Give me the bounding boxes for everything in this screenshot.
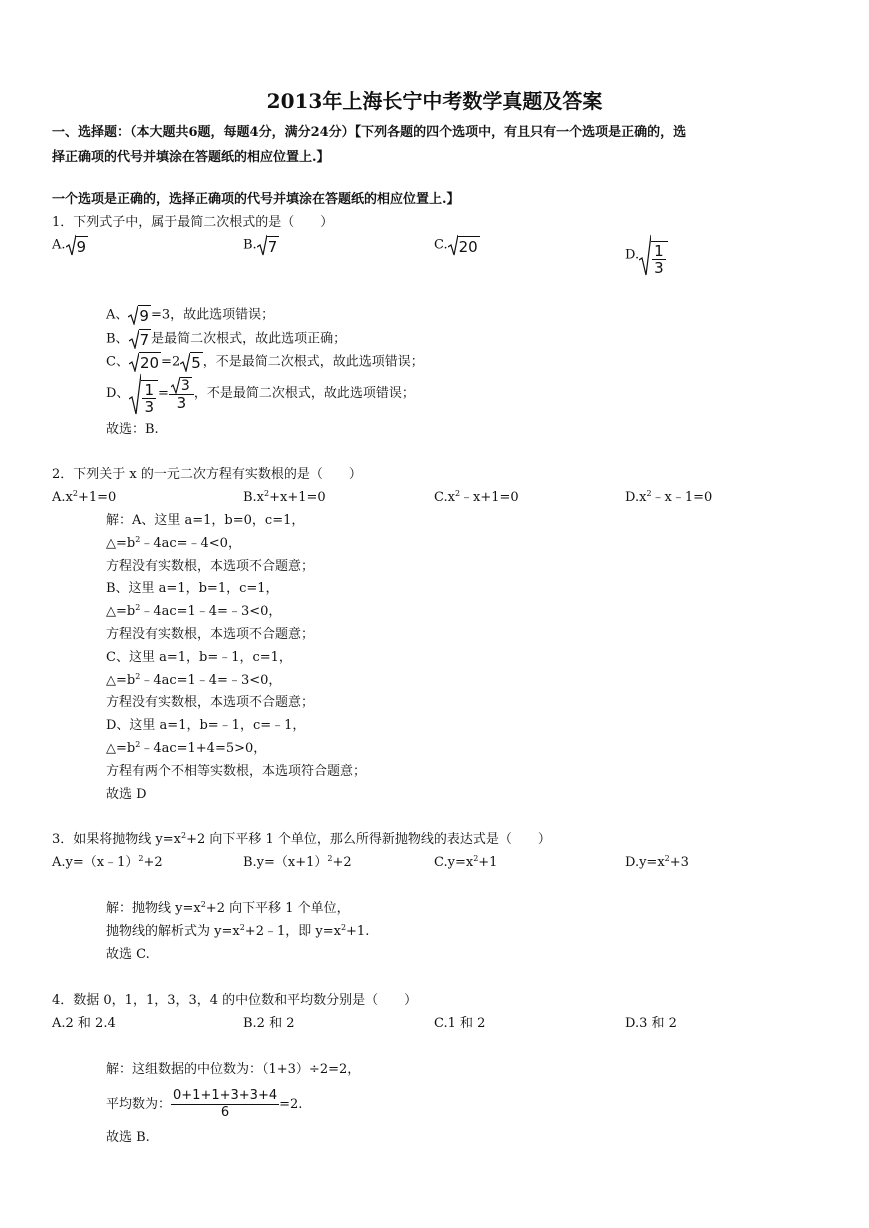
q3-option-c: $C.y=x^2+1$ (434, 854, 498, 870)
q4-option-d: D.3 和 2 (625, 1016, 677, 1031)
q1-option-a: A. 9 (52, 234, 88, 256)
q1-solution-a: A、 9 =3，故此选项错误； (106, 307, 275, 325)
q1-option-d: D. $\frac{1}{3}$ (625, 234, 668, 276)
q2-option-d: $D.x^2﹣x﹣1=0$ (625, 489, 713, 505)
q2-stem: 2．下列关于 x 的一元二次方程有实数根的是（ ） (52, 467, 362, 482)
q2-answer: 故选 D (106, 787, 147, 802)
q1-solution-c: C、 20 =2 5 ，不是最简二次根式，故此选项错误； (106, 354, 424, 372)
fraction: $\frac{1}{3}$ (654, 242, 664, 277)
q4-solution-line: 解：这组数据的中位数为：（1+3）÷2=2， (106, 1062, 361, 1077)
q3-stem: 3．如果将抛物线 $y=x^2+2$ 向下平移 1 个单位，那么所得新抛物线的表达式是（ ） (52, 831, 551, 847)
q3-solution-line: 抛物线的解析式为 $y=x^2+2﹣1$，即 $y=x^2+1$. (106, 923, 370, 939)
q2-solution-line: $\triangle=b^2﹣4ac=﹣4<0$， (106, 535, 241, 551)
q1-answer: 故选：B. (106, 422, 159, 437)
q1-option-c: C. 20 (434, 234, 480, 256)
sqrt-symbol: 7 (129, 329, 152, 349)
q1-solution-d: D、 $\frac{1}{3}$ = $\frac{3}{3}$ ，不是最简二次根式，故此选项错误； (106, 372, 415, 416)
q2-option-a: $A.x^2+1=0$ (52, 489, 117, 505)
fraction: $\frac{0+1+1+3+3+4}{6}$ (173, 1088, 278, 1120)
q2-solution-line: D、这里 a=1，b=﹣1，c=﹣1， (106, 718, 306, 733)
sqrt-symbol: 5 (180, 352, 203, 372)
q1-option-b: B. 7 (243, 234, 279, 256)
sqrt-symbol: 20 (448, 234, 480, 256)
fraction: $\frac{1}{3}$ (144, 380, 154, 416)
q3-option-a: A.y=（x﹣1）$^2$+2 (52, 854, 163, 870)
q2-option-c: $C.x^2﹣x+1=0$ (434, 489, 519, 505)
page-title: 2013年上海长宁中考数学真题及答案 (266, 89, 603, 113)
sqrt-symbol (129, 373, 158, 415)
q2-solution-line: 方程没有实数根，本选项不合题意； (106, 627, 315, 642)
sqrt-symbol: 9 (66, 234, 89, 256)
section-repeat-line: 一个选项是正确的，选择正确项的代号并填涂在答题纸的相应位置上.】 (52, 192, 460, 207)
q2-solution-line: $\triangle=b^2﹣4ac=1﹣4=﹣3<0$， (106, 603, 282, 619)
q2-option-b: $B.x^2+x+1=0$ (243, 489, 326, 505)
q2-solution-line: 方程有两个不相等实数根，本选项符合题意； (106, 764, 367, 779)
sqrt-symbol: 3 (171, 376, 192, 394)
fraction: $\frac{3}{3}$ (169, 376, 194, 411)
q4-solution-line: 平均数为： $\frac{0+1+1+3+3+4}{6}$ =2. (106, 1088, 303, 1120)
q2-solution-line: C、这里 a=1，b=﹣1，c=1， (106, 650, 292, 665)
q4-option-a: A.2 和 2.4 (52, 1016, 116, 1031)
sqrt-symbol: 9 (128, 305, 151, 325)
section-header-line2: 择正确项的代号并填涂在答题纸的相应位置上.】 (52, 150, 330, 165)
q2-solution-line: B、这里 a=1，b=1，c=1， (106, 581, 279, 596)
q1-stem: 1．下列式子中，属于最简二次根式的是（ ） (52, 215, 334, 230)
q4-option-b: B.2 和 2 (243, 1016, 295, 1031)
sqrt-symbol: 7 (257, 234, 280, 256)
sqrt-symbol (639, 234, 668, 276)
sqrt-symbol: 20 (129, 352, 161, 372)
q4-answer: 故选 B. (106, 1130, 150, 1145)
q2-solution-line: 方程没有实数根，本选项不合题意； (106, 695, 315, 710)
q3-option-b: $B.y=(x+1)^2+2$ (243, 854, 352, 870)
q3-solution-line: 解：抛物线 $y=x^2+2$ 向下平移 1 个单位， (106, 900, 350, 916)
q4-option-c: C.1 和 2 (434, 1016, 486, 1031)
q2-solution-line: 方程没有实数根，本选项不合题意； (106, 559, 315, 574)
section-header-line1: 一、选择题：（本大题共6题，每题4分，满分24分）【下列各题的四个选项中，有且只有一个选项是正确的，选 (52, 125, 687, 140)
q3-answer: 故选 C. (106, 947, 150, 962)
q1-solution-b: B、 7 是最简二次根式，故此选项正确； (106, 331, 347, 349)
q2-solution-line: $\triangle=b^2﹣4ac=1﹣4=﹣3<0$， (106, 672, 282, 688)
q3-option-d: $D.y=x^2+3$ (625, 854, 689, 870)
q2-solution-line: 解：A、这里 a=1，b=0，c=1， (106, 513, 305, 528)
q2-solution-line: $\triangle=b^2﹣4ac=1+4=5>0$， (106, 740, 267, 756)
q4-stem: 4．数据 0，1，1，3，3，4 的中位数和平均数分别是（ ） (52, 993, 418, 1008)
